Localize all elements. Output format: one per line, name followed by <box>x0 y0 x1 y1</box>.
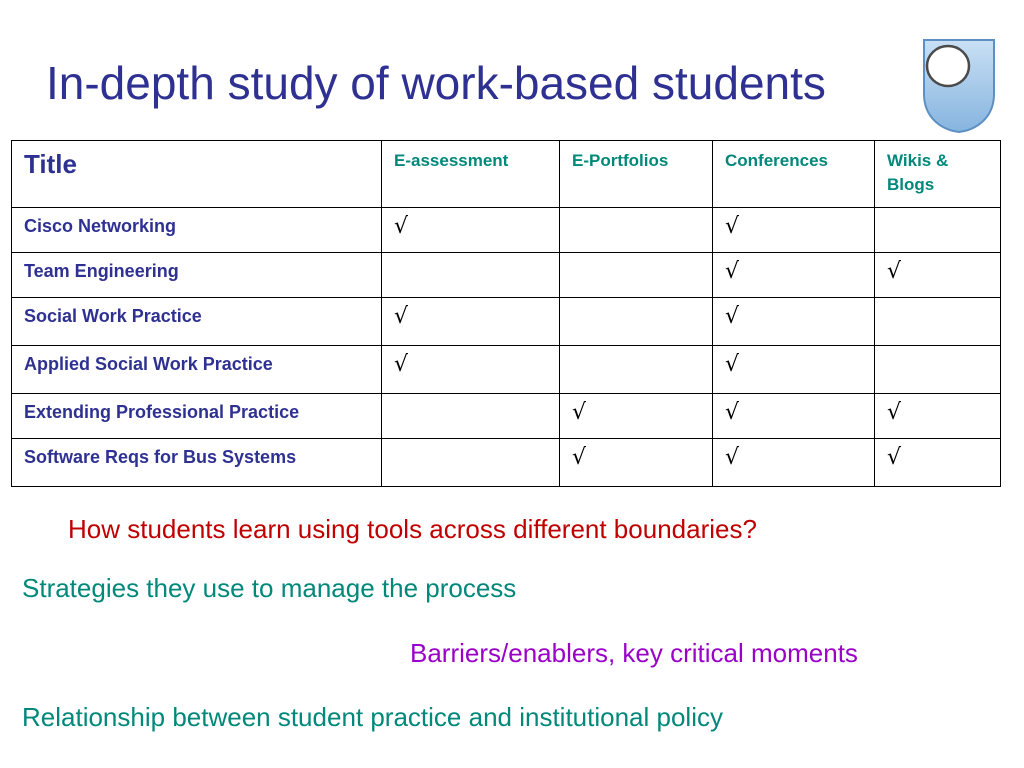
row-title: Applied Social Work Practice <box>12 346 382 394</box>
open-university-logo-icon <box>920 38 998 134</box>
table-header-row <box>12 141 1001 208</box>
slide-title: In-depth study of work-based students <box>46 57 826 109</box>
header-conferences: Conferences <box>713 141 875 208</box>
table-row <box>12 439 1001 487</box>
empty-cell <box>875 346 1001 394</box>
check-mark-cell: √ <box>713 298 875 346</box>
row-title: Extending Professional Practice <box>12 394 382 439</box>
check-mark-cell: √ <box>875 439 1001 487</box>
empty-cell <box>560 346 713 394</box>
question-strategies: Strategies they use to manage the process <box>22 573 517 603</box>
row-title: Cisco Networking <box>12 208 382 253</box>
check-mark-cell: √ <box>382 346 560 394</box>
empty-cell <box>875 208 1001 253</box>
check-mark-cell: √ <box>713 253 875 298</box>
table-body <box>12 208 1001 487</box>
check-mark-cell: √ <box>713 346 875 394</box>
table-row <box>12 253 1001 298</box>
check-mark-cell: √ <box>875 394 1001 439</box>
empty-cell <box>560 298 713 346</box>
question-barriers: Barriers/enablers, key critical moments <box>410 638 858 668</box>
empty-cell <box>382 253 560 298</box>
check-mark-cell: √ <box>382 208 560 253</box>
check-mark-cell: √ <box>875 253 1001 298</box>
check-mark-cell: √ <box>713 394 875 439</box>
check-mark-cell: √ <box>382 298 560 346</box>
study-table <box>11 140 1001 487</box>
check-mark-cell: √ <box>713 439 875 487</box>
empty-cell <box>875 298 1001 346</box>
row-title: Social Work Practice <box>12 298 382 346</box>
empty-cell <box>560 208 713 253</box>
table-row <box>12 208 1001 253</box>
row-title: Team Engineering <box>12 253 382 298</box>
question-learning-tools: How students learn using tools across different boundaries? <box>68 514 757 544</box>
table-row <box>12 346 1001 394</box>
check-mark-cell: √ <box>560 394 713 439</box>
check-mark-cell: √ <box>560 439 713 487</box>
header-e-assessment: E-assessment <box>382 141 560 208</box>
question-relationship: Relationship between student practice and institutional policy <box>22 702 723 732</box>
empty-cell <box>560 253 713 298</box>
table-row <box>12 298 1001 346</box>
header-e-portfolios: E-Portfolios <box>560 141 713 208</box>
empty-cell <box>382 439 560 487</box>
row-title: Software Reqs for Bus Systems <box>12 439 382 487</box>
table-row <box>12 394 1001 439</box>
header-wikis-blogs: Wikis & Blogs <box>875 141 1001 208</box>
empty-cell <box>382 394 560 439</box>
header-title: Title <box>12 141 382 208</box>
check-mark-cell: √ <box>713 208 875 253</box>
